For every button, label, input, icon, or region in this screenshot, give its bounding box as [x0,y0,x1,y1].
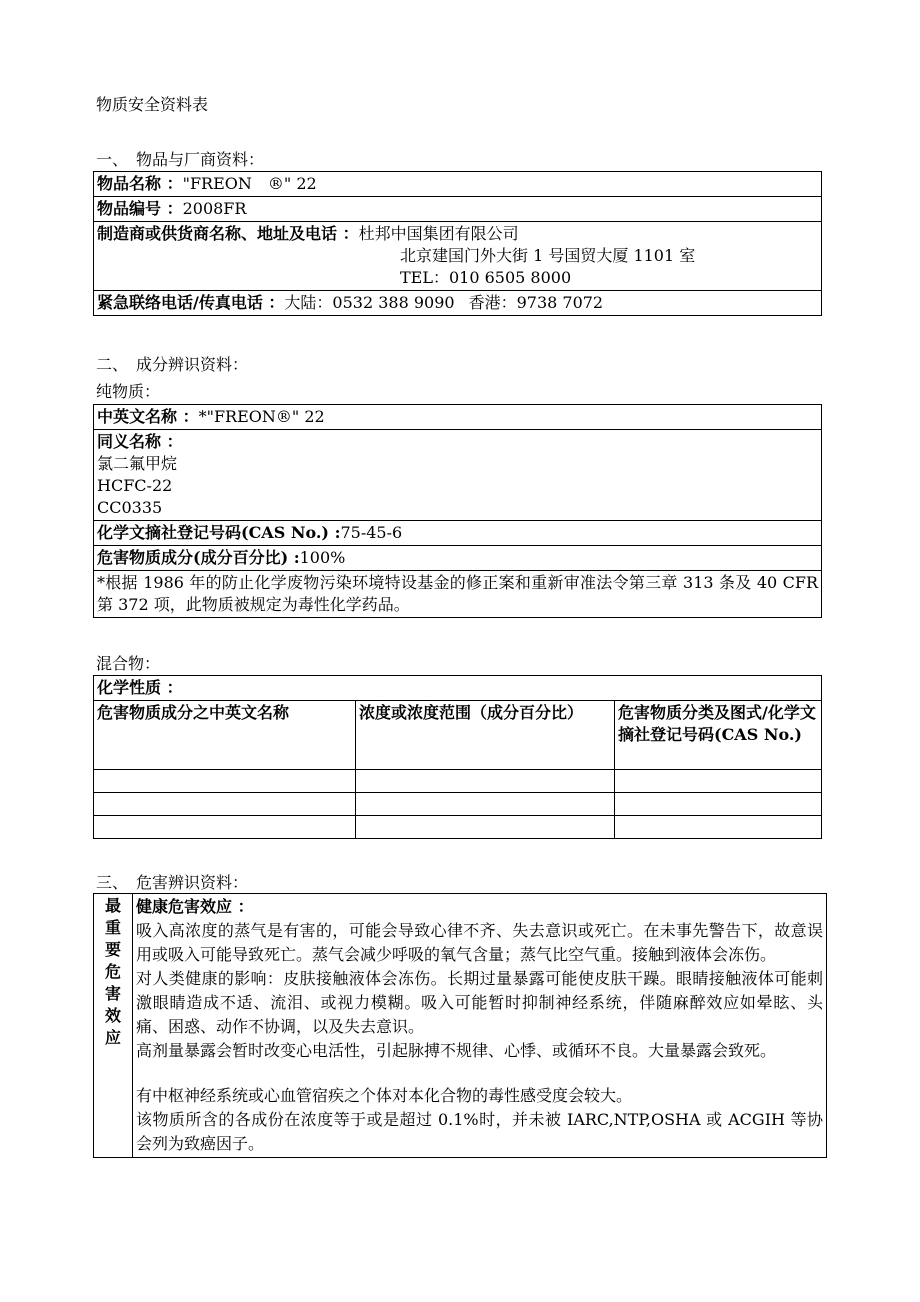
footnote-row [94,571,822,618]
manufacturer-address: 北京建国门外大街 1 号国贸大厦 1101 室 [400,246,696,265]
manufacturer-row [94,222,822,291]
hazard-component-label: 危害物质成分(成分百分比) : [97,548,300,567]
document-title: 物质安全资料表 [96,95,209,114]
product-code-row [94,197,822,222]
pure-substance-label: 纯物质： [96,382,161,401]
mixture-header-concentration: 浓度或浓度范围（成分百分比） [359,703,584,722]
product-name-row [94,172,822,197]
section1-heading: 一、 物品与厂商资料： [96,150,265,169]
manufacturer-name: 杜邦中国集团有限公司 [358,224,519,243]
cas-value: 75-45-6 [340,523,403,542]
emergency-label: 紧急联络电话/传真电话 ： [97,293,285,312]
synonym-item: CC0335 [97,498,163,517]
hazard-table [93,893,827,1158]
hazard-paragraph: 该物质所含的各成份在浓度等于或是超过 0.1%时，并未被 IARC,NTP,OSHA 或 ACGIH 等协会列为致癌因子。 [136,1110,823,1153]
product-code-value: 2008FR [182,199,247,218]
chem-nature-label: 化学性质 ： [97,678,183,697]
synonyms-row [94,430,822,521]
cn-en-name-row [94,405,822,430]
hazard-paragraph: 对人类健康的影响：皮肤接触液体会冻伤。长期过量暴露可能使皮肤干躁。眼睛接触液体可能刺激眼睛造成不适、流泪、或视力模糊。吸入可能暂时抑制神经系统，伴随麻醉效应如晕眩、头痛、困惑、动作不协调，以及失去意识。 [136,969,823,1036]
section3-heading: 三、 危害辨识资料： [96,873,249,892]
mixture-label: 混合物： [96,654,161,673]
manufacturer-tel: TEL：010 6505 8000 [400,268,572,287]
section1-table [93,171,822,316]
most-important-hazard-label: 最 重 要 危 害 效 应 [94,894,133,1158]
mixture-empty-row [94,816,822,839]
mixture-header-row [94,701,822,770]
hazard-component-row [94,546,822,571]
product-name-value: "FREON ®" 22 [182,174,317,193]
pure-substance-table [93,404,822,618]
manufacturer-label: 制造商或供货商名称、地址及电话 ： [97,224,359,243]
footnote-text: *根据 1986 年的防止化学废物污染环境特设基金的修正案和重新审准法令第三章 313 条及 40 CFR 第 372 项，此物质被规定为毒性化学药品。 [97,573,818,614]
synonym-item: 氯二氟甲烷 [97,454,178,473]
hazard-paragraph: 有中枢神经系统或心血管宿疾之个体对本化合物的毒性感受度会较大。 [136,1086,633,1105]
cn-en-name-value: *"FREON®" 22 [198,407,325,426]
section2-heading: 二、 成分辨识资料： [96,355,249,374]
mixture-header-name: 危害物质成分之中英文名称 [97,703,290,722]
emergency-hk: 香港：9738 7072 [468,293,604,312]
cn-en-name-label: 中英文名称 ： [97,407,199,426]
product-name-label: 物品名称 ： [97,174,183,193]
hazard-row [94,894,827,1158]
hazard-component-value: 100% [299,548,346,567]
mixture-header-classification: 危害物质分类及图式/化学文摘社登记号码(CAS No.) [618,703,816,744]
emergency-mainland: 大陆：0532 388 9090 [284,293,455,312]
emergency-row [94,291,822,316]
cas-label: 化学文摘社登记号码(CAS No.) : [97,523,341,542]
mixture-empty-row [94,793,822,816]
cas-row [94,521,822,546]
hazard-paragraph: 高剂量暴露会暂时改变心电活性，引起脉搏不规律、心悸、或循环不良。大量暴露会致死。 [136,1041,777,1060]
chem-nature-row [94,676,822,701]
mixture-table [93,675,822,839]
synonym-item: HCFC-22 [97,476,173,495]
synonyms-label: 同义名称 ： [97,432,183,451]
health-hazard-title: 健康危害效应 ： [136,897,254,916]
hazard-paragraph: 吸入高浓度的蒸气是有害的，可能会导致心律不齐、失去意识或死亡。在未事先警告下，故意误用或吸入可能导致死亡。蒸气会减少呼吸的氧气含量；蒸气比空气重。接触到液体会冻伤。 [136,921,823,964]
mixture-empty-row [94,770,822,793]
product-code-label: 物品编号 ： [97,199,183,218]
